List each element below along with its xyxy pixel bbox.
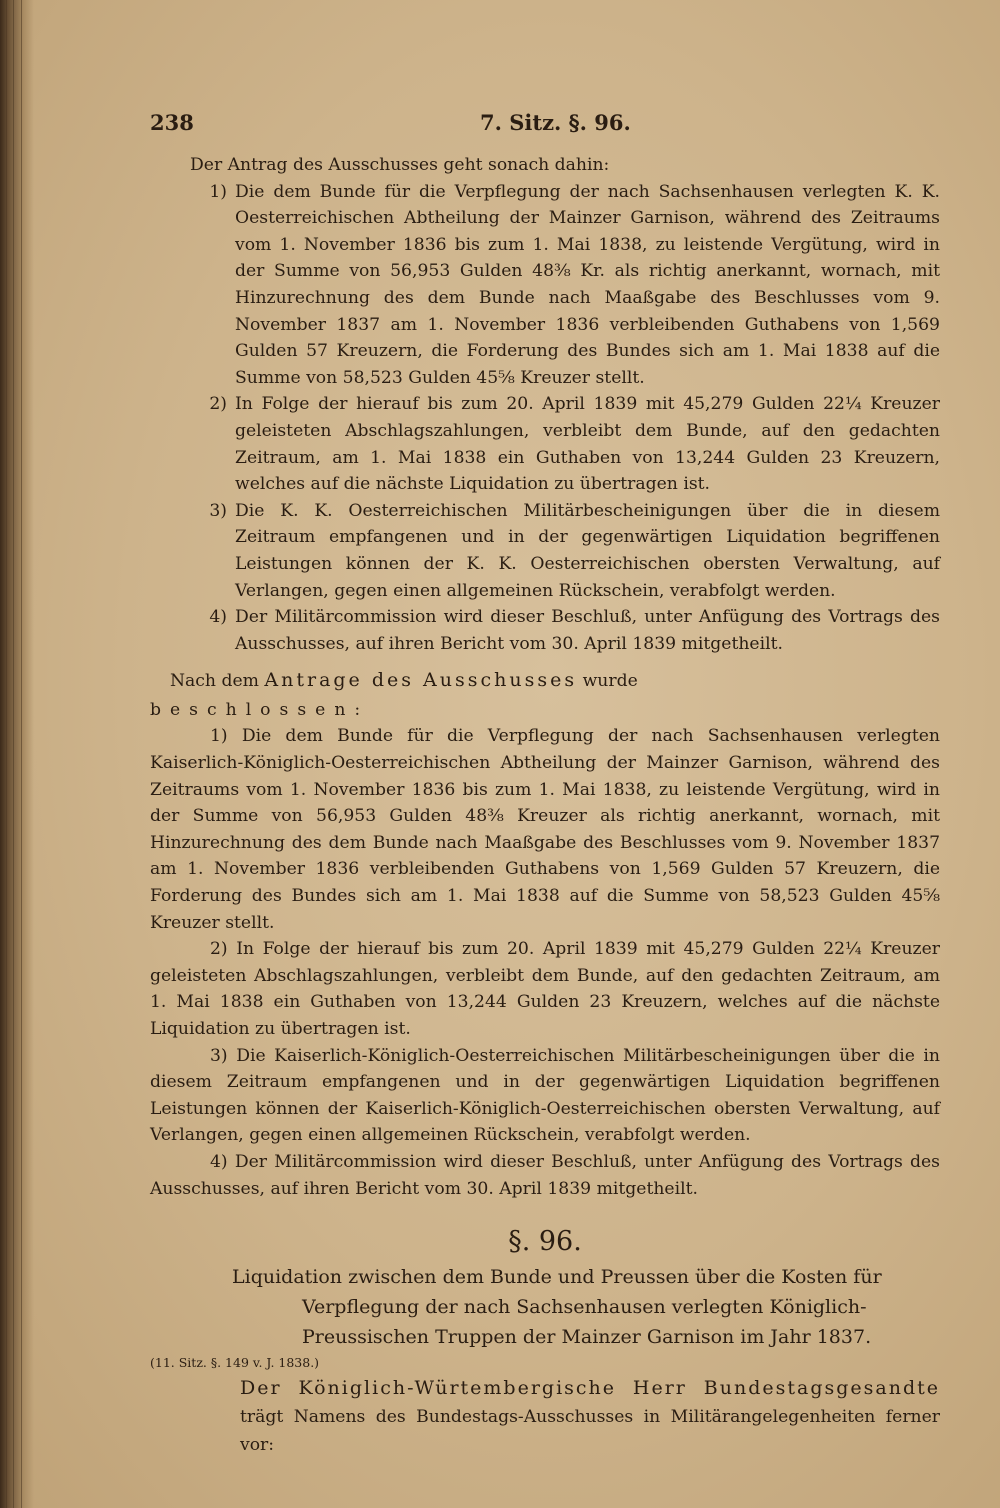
section-title: Liquidation zwischen dem Bunde und Preussen über die Kosten für Verpflegung der nach Sachsenhausen verlegten Königlich-Preussischen Truppen der Mainzer Garnison im Jahr 1837. [232,1266,882,1349]
page-number: 238 [150,110,194,135]
item-number: 4) [210,1151,228,1172]
closing-paragraph [240,1374,940,1459]
result-tail: wurde [582,671,638,692]
result-lead: Nach dem [170,671,259,692]
result-spaced: Antrage des Ausschusses [264,669,578,692]
resolution-item [150,936,940,1042]
motion-item [150,391,940,497]
resolution-item [150,1043,940,1149]
item-number: 3) [209,500,227,521]
item-text: Der Militärcommission wird dieser Beschluß, unter Anfügung des Vortrags des Ausschusses, auf ihren Bericht vom 30. April 1839 mitgetheilt. [235,607,940,654]
intro-line: Der Antrag des Ausschusses geht sonach dahin: [190,155,610,175]
item-text: In Folge der hierauf bis zum 20. April 1839 mit 45,279 Gulden 22¼ Kreuzer geleisteten Abschlagszahlungen, verbleibt dem Bunde, auf den gedachten Zeitraum, am 1. Mai 1838 ein Guthaben von 13,244 Gulden 23 Kreuzern, welches auf die nächste Liquidation zu übertragen ist. [150,939,940,1039]
motion-list [150,179,940,658]
gutter-line [6,0,7,1508]
item-text: Die dem Bunde für die Verpflegung der nach Sachsenhausen verlegten K. K. Oesterreichischen Abtheilung der Mainzer Garnison, während des Zeitraums vom 1. November 1836 bis zum 1. Mai 1838, zu leistende Vergütung, wird in der Summe von 56,953 Gulden 48⅜ Kr. als richtig anerkannt, wornach, mit Hinzurechnung des dem Bunde nach Maaßgabe des Beschlusses vom 9. November 1837 am 1. November 1836 verbleibenden Guthabens von 1,569 Gulden 57 Kreuzern, die Forderung des Bundes sich am 1. Mai 1838 auf die Summe von 58,523 Gulden 45⅝ Kreuzer stellt. [235,181,940,388]
item-number: 2) [209,394,227,415]
running-title: 7. Sitz. §. 96. [480,110,631,135]
section-number: §. 96. [508,1226,582,1258]
item-number: 4) [209,607,227,628]
item-number: 1) [210,726,228,747]
motion-item [150,179,940,392]
item-number: 1) [209,181,227,202]
item-text: In Folge der hierauf bis zum 20. April 1839 mit 45,279 Gulden 22¼ Kreuzer geleisteten Abschlagszahlungen, verbleibt dem Bunde, auf den gedachten Zeitraum, am 1. Mai 1838 ein Guthaben von 13,244 Gulden 23 Kreuzern, welches auf die nächste Liquidation zu übertragen ist. [235,394,940,495]
resolution-list [150,723,940,1202]
gutter-line [13,0,14,1508]
motion-item [150,498,940,604]
item-number: 2) [210,939,228,960]
text-block [150,110,940,1459]
motion-item [150,604,940,657]
page-header [150,110,940,146]
item-text: Die Kaiserlich-Königlich-Oesterreichischen Militärbescheinigungen über die in diesem Zeitraum empfangenen und in der gegenwärtigen Liquidation begriffenen Leistungen können der Kaiserlich-Königlich-Oesterreichischen obersten Verwaltung, auf Verlangen, gegen einen allgemeinen Rückschein, verabfolgt werden. [150,1045,940,1146]
item-number: 3) [210,1045,228,1066]
item-text: Die dem Bunde für die Verpflegung der nach Sachsenhausen verlegten Kaiserlich-Königlich-Oesterreichischen Abtheilung der Mainzer Garnison, während des Zeitraums vom 1. November 1836 bis zum 1. Mai 1838, zu leistende Vergütung, wird in der Summe von 56,953 Gulden 48⅜ Kreuzer als richtig anerkannt, wornach, mit Hinzurechnung des dem Bunde nach Maaßgabe des Beschlusses vom 9. November 1837 am 1. November 1836 verbleibenden Guthabens von 1,569 Gulden 57 Kreuzern, die Forderung des Bundes sich am 1. Mai 1838 auf die Summe von 58,523 Gulden 45⅝ Kreuzer stellt. [150,726,940,933]
result-line [170,667,940,695]
section-reference: (11. Sitz. §. 149 v. J. 1838.) [150,1355,320,1371]
closing-lead: Der Königlich-Würtembergische Herr Bundestagsgesandte [240,1377,940,1400]
resolution-item [150,1149,940,1202]
closing-rest: trägt Namens des Bundestags-Ausschusses in Militärangelegenheiten ferner vor: [240,1407,940,1456]
resolved-heading: beschlossen: [150,699,370,720]
item-text: Die K. K. Oesterreichischen Militärbescheinigungen über die in diesem Zeitraum empfangenen und in der gegenwärtigen Liquidation begriffenen Leistungen können der K. K. Oesterreichischen obersten Verwaltung, auf Verlangen, gegen einen allgemeinen Rückschein, verabfolgt werden. [235,500,940,601]
resolution-item [150,723,940,936]
item-text: Der Militärcommission wird dieser Beschluß, unter Anfügung des Vortrags des Ausschusses, auf ihren Bericht vom 30. April 1839 mitgetheilt. [150,1151,941,1199]
gutter-line [21,0,22,1508]
